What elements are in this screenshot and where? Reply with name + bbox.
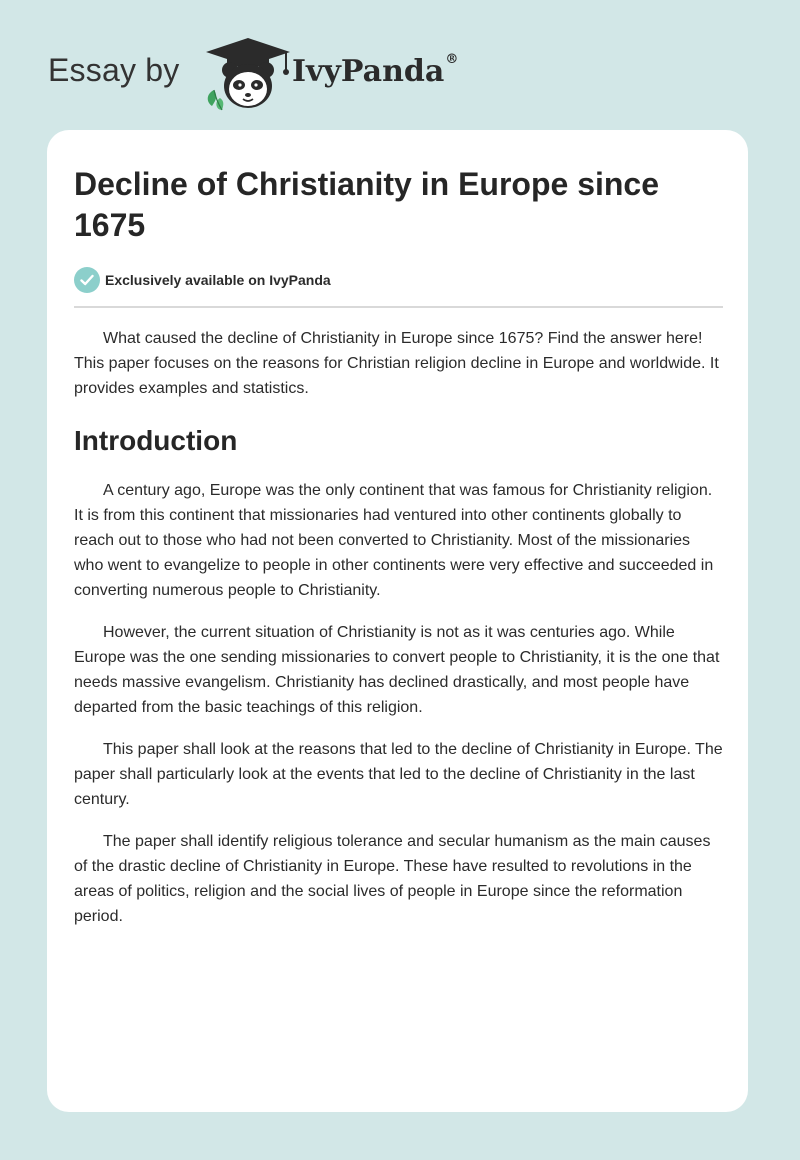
exclusive-badge [74, 266, 723, 294]
article-card [47, 130, 748, 1112]
exclusive-badge-text: Exclusively available on IvyPanda [105, 272, 331, 288]
intro-paragraph: What caused the decline of Christianity in Europe since 1675? Find the answer here! This paper focuses on the reasons for Christian religion decline in Europe and worldwide. It provides examples and statistics. [74, 330, 719, 397]
panda-graduation-cap-icon[interactable] [200, 36, 296, 112]
article-title: Decline of Christianity in Europe since 1675 [74, 166, 660, 243]
brand-text[interactable]: IvyPanda [292, 54, 445, 89]
body-paragraph: A century ago, Europe was the only continent that was famous for Christianity religion. It is from this continent that missionaries had ventured into other continents globally to reach out to those who had not been converted to Christianity. Most of the missionaries who went to evangelize to people in other continents were very effective and succeeded in converting numerous people to Christianity. [74, 482, 714, 599]
essay-by-label: Essay by [48, 52, 180, 88]
body-paragraph: This paper shall look at the reasons that led to the decline of Christianity in Europe. The paper shall particularly look at the events that led to the decline of Christianity in the last century. [74, 741, 723, 808]
check-circle-icon [74, 267, 100, 293]
registered-mark: ® [445, 52, 459, 67]
body-paragraph: However, the current situation of Christianity is not as it was centuries ago. While Europe was the one sending missionaries to convert people to Christianity, it is the one that needs massive evangelism. Christianity has declined drastically, and most people have departed from the basic teachings of this religion. [74, 624, 720, 716]
site-header [48, 30, 508, 110]
title-divider [74, 306, 723, 308]
body-paragraph: The paper shall identify religious tolerance and secular humanism as the main causes of the drastic decline of Christianity in Europe. These have resulted to revolutions in the areas of politics, religion and the social lives of people in Europe since the reformation period. [74, 833, 711, 925]
brand-name[interactable] [292, 54, 458, 89]
section-heading-introduction: Introduction [74, 425, 238, 456]
article-content [74, 164, 723, 929]
